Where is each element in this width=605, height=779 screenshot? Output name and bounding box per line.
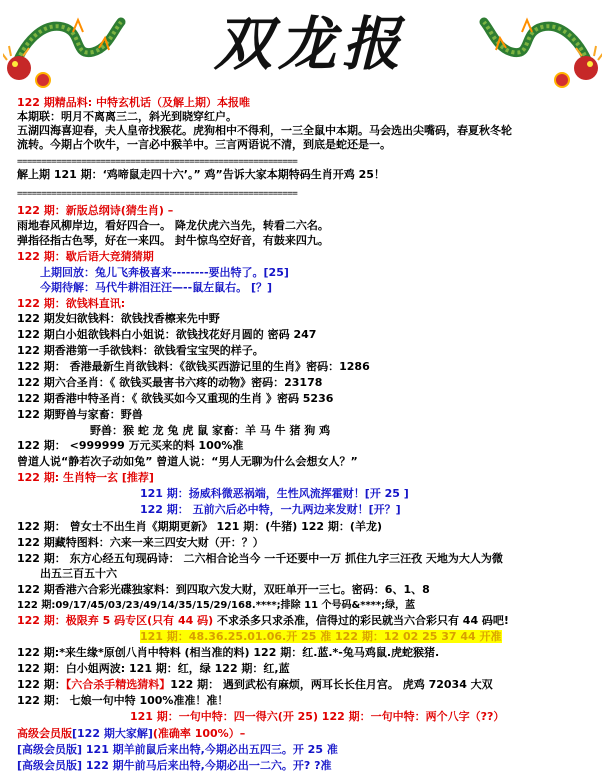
text-segment: 122 期：	[17, 204, 66, 217]
text-line	[17, 536, 264, 549]
text-line	[140, 503, 401, 516]
text-line	[17, 694, 228, 707]
text-line	[140, 630, 502, 643]
text-line	[140, 487, 409, 500]
text-line	[40, 281, 272, 294]
text-line	[17, 297, 125, 310]
text-segment: 雨地春风柳岸边，看好四合一。 降龙伏虎六当先，转看二六名。	[17, 219, 329, 232]
text-segment: 122 期:09/17/45/03/23/49/14/35/15/29/168.****;排除 11 个号码&****;绿，蓝	[17, 600, 416, 611]
text-segment: 122 期香港六合彩光碟独家料：到四取六发大财，双旺单开一三七。密码：6、1、8	[17, 583, 430, 596]
text-segment: 弹指径指古色琴，好在一来四。 封牛惊鸟空好音，有鼓来四九。	[17, 234, 329, 247]
text-line	[17, 583, 430, 596]
text-segment: 122 期：	[17, 250, 66, 263]
text-segment: 五湖四海喜迎春，夫人皇帝找猴花。虎狗相中不得利，一三全鼠中本期。马会选出尖嘴码，春夏秋冬轮	[17, 124, 512, 137]
text-line	[90, 424, 330, 437]
text-line	[17, 186, 297, 199]
text-segment: 出五三百五十六	[40, 567, 117, 580]
text-segment: 上期回放：兔儿飞奔极喜来--------要出特了。[25]	[40, 266, 289, 279]
text-segment: 122 期： 七娘一句中特 100%准准！准！	[17, 694, 229, 707]
text-segment: 122 期:*来生缘*原创八肖中特料 (相当准的料) 122 期：红.蓝.*-兔马鸡鼠.虎蛇猴猪.	[17, 646, 440, 659]
text-line	[17, 344, 264, 357]
text-line	[17, 678, 493, 691]
text-segment: 122 期： <999999 万元买来的料 100%准	[17, 439, 244, 452]
text-line	[17, 759, 331, 772]
text-segment: 本期联：明月不离离三二，斜光到晓穿红户。	[17, 110, 237, 123]
text-segment: 122 期： 香港最新生肖欲钱料：《欲钱买西游记里的生肖》密码：1286	[17, 360, 370, 373]
text-segment: 流转。今期占个吹牛，一言必中猴羊中。三言两语说不清，到底是蛇还是一。	[17, 138, 391, 151]
text-line	[17, 234, 329, 247]
text-segment: 极限弃 5 码专区(只有 44 码)	[65, 614, 214, 627]
text-segment: [高级会员版] 122 期牛前马后来出特,今期必出一二六。开? ?准	[17, 759, 332, 772]
text-segment: 121 期：一句中特：四一得六(开 25) 122 期：一句中特：两个八字（??）	[130, 710, 505, 723]
text-segment: 高级会员版	[17, 727, 72, 740]
text-segment: 今期待解：马代牛耕泪汪汪—--鼠左鼠右。 [？]	[40, 281, 273, 294]
text-line	[17, 614, 509, 627]
text-segment: 122 期: 生肖特一玄 [推荐]	[17, 471, 154, 484]
text-segment: 122 期： 东方心经五句现码诗： 二六相合论当今 一千还要中一万 抓住九字三汪孜 天地为大人为微	[17, 552, 503, 565]
text-segment: 新版总纲诗(猜生肖)	[65, 204, 164, 217]
text-segment: =========================================================	[17, 157, 298, 167]
text-line	[17, 471, 154, 484]
dragon-left-image	[3, 2, 128, 90]
text-segment: 122 期：	[17, 678, 66, 691]
text-segment: 122 期： 曾女士不出生肖《期期更新》 121 期：(牛猪) 122 期：(羊龙)	[17, 520, 382, 533]
text-line	[17, 138, 391, 151]
logo	[170, 6, 450, 82]
logo-text: 双龙报	[213, 10, 406, 78]
text-segment: 122 期藏特图料：六来一来三四安大财（开：？）	[17, 536, 264, 549]
text-segment: 122 期：	[17, 297, 66, 310]
text-line	[17, 154, 297, 167]
text-segment: 野兽：猴 蛇 龙 兔 虎 鼠 家畜：羊 马 牛 猪 狗 鸡	[90, 424, 331, 437]
text-line	[17, 455, 358, 468]
text-line	[17, 646, 439, 659]
text-line	[17, 552, 503, 565]
text-segment: =========================================================	[17, 189, 298, 199]
text-line	[17, 408, 143, 421]
text-segment: 122 期香港第一手欲钱料：欲钱看宝宝哭的样子。	[17, 344, 264, 357]
text-line	[130, 710, 504, 723]
text-line	[17, 204, 173, 217]
text-line	[17, 439, 243, 452]
text-line	[17, 328, 316, 341]
text-segment: 本报唯	[217, 96, 251, 109]
text-line	[17, 312, 220, 325]
text-segment: 122 期六合圣肖：《 欲钱买最害书六疼的动物》密码：23178	[17, 376, 323, 389]
text-segment: 中特玄机话（及解上期）	[96, 96, 218, 109]
dragon-right-image	[477, 2, 602, 90]
text-line	[17, 727, 245, 740]
text-segment: 122 期：白小姐两波: 121 期：红，绿 122 期：红,蓝	[17, 662, 290, 675]
text-line	[17, 520, 382, 533]
text-segment: (准确率 100%）–	[152, 727, 246, 740]
text-segment: 122 期香港中特圣肖：《 欲钱买如今又重现的生肖 》密码 5236	[17, 392, 334, 405]
text-segment: 121 期：48.36.25.01.06.开 25 准	[140, 630, 332, 643]
text-segment: [122 期大家解]	[72, 727, 153, 740]
text-line	[17, 392, 333, 405]
text-segment: 122 期发妇欲钱料：欲钱找香檫来先中野	[17, 312, 220, 325]
text-line	[17, 124, 512, 137]
text-segment: 122 期：	[17, 614, 66, 627]
text-segment: 不求杀多只求杀准，信得过的彩民就当六合彩只有 44 码吧!	[213, 614, 509, 627]
text-line	[17, 743, 338, 756]
text-segment: –	[163, 204, 174, 217]
text-segment: 122 期： 五前六后必中特，一九两边来发财！[开？]	[140, 503, 401, 516]
text-line	[40, 567, 117, 580]
text-line	[40, 266, 289, 279]
text-line	[17, 168, 385, 181]
text-line	[17, 360, 370, 373]
text-segment: 122 期白小姐欲钱料白小姐说：欲钱找花好月圆的 密码 247	[17, 328, 317, 341]
text-segment: 曾道人说“静若次子动如兔” 曾道人说：“男人无聊为什么会想女人？”	[17, 455, 358, 468]
text-line	[17, 662, 290, 675]
text-segment: 122 期精品料:	[17, 96, 93, 109]
text-line	[17, 219, 329, 232]
text-line	[17, 110, 237, 123]
text-line	[17, 96, 250, 109]
text-line	[17, 376, 322, 389]
text-segment: 122 期：12 02 25 37 44 开准	[331, 630, 502, 643]
text-segment: 122 期野兽与家畜：野兽	[17, 408, 143, 421]
text-segment: 歇后语大竞猜猜期	[65, 250, 154, 263]
header	[0, 0, 605, 94]
text-segment: 【六合杀手精选猜料】	[65, 678, 171, 691]
text-segment: 122 期： 遇到武松有麻烦，两耳长长住月宫。 虎鸡 72034 大双	[170, 678, 493, 691]
text-segment: 121 期：扬威科微恶祸端，生性风流挥霍财！[开 25 ]	[140, 487, 409, 500]
text-line	[17, 250, 154, 263]
text-segment: [高级会员版] 121 期羊前鼠后来出特,今期必出五四三。开 25 准	[17, 743, 338, 756]
text-segment: 欲钱料直讯:	[65, 297, 126, 310]
text-line	[17, 598, 415, 611]
text-segment: 解上期 121 期：‘鸡啼鼠走四十六’。” 鸡”告诉大家本期特码生肖开鸡 25！	[17, 168, 385, 181]
